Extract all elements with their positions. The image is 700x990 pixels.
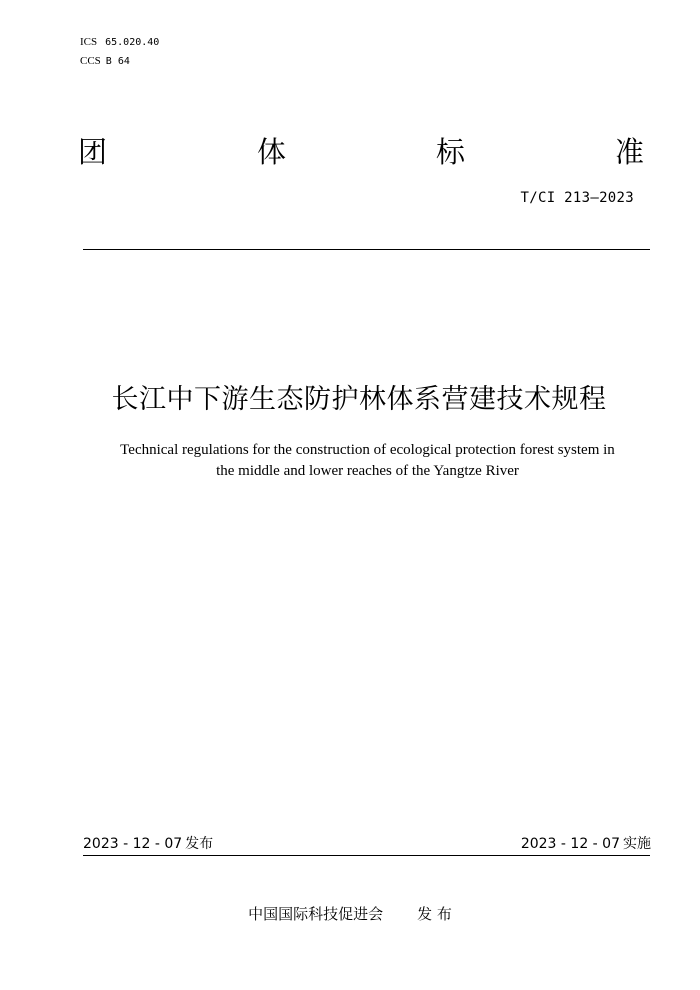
release-date: 2023 - 12 - 07	[83, 836, 183, 852]
standard-type-heading	[78, 132, 644, 172]
ccs-row	[80, 52, 159, 71]
implement-date-block	[521, 834, 651, 854]
release-date-block	[83, 834, 213, 854]
dates-row	[83, 834, 651, 854]
standard-number: T/CI 213—2023	[520, 190, 634, 206]
title-english	[80, 440, 655, 482]
ics-row	[80, 33, 159, 52]
title-english-line: the middle and lower reaches of the Yangtze River	[216, 463, 519, 479]
top-divider	[83, 249, 650, 250]
ccs-label: CCS	[80, 55, 101, 67]
publisher-line	[0, 903, 700, 925]
ics-label: ICS	[80, 36, 98, 48]
publisher-action: 发 布	[417, 905, 452, 923]
publisher-organization: 中国国际科技促进会	[248, 905, 384, 923]
classification-codes	[80, 33, 159, 71]
standard-type-char: 体	[256, 135, 286, 169]
ics-value: 65.020.40	[105, 37, 160, 48]
ccs-value: B 64	[105, 56, 130, 67]
title-english-line: Technical regulations for the construction of ecological protection forest system in	[120, 442, 615, 458]
release-label: 发布	[185, 836, 214, 852]
bottom-divider	[83, 855, 650, 856]
standard-type-char: 团	[78, 135, 108, 169]
implement-date: 2023 - 12 - 07	[520, 836, 620, 852]
standard-type-char: 准	[614, 135, 644, 169]
title-chinese: 长江中下游生态防护林体系营建技术规程	[111, 384, 607, 415]
standard-type-char: 标	[435, 135, 465, 169]
implement-label: 实施	[623, 836, 651, 852]
